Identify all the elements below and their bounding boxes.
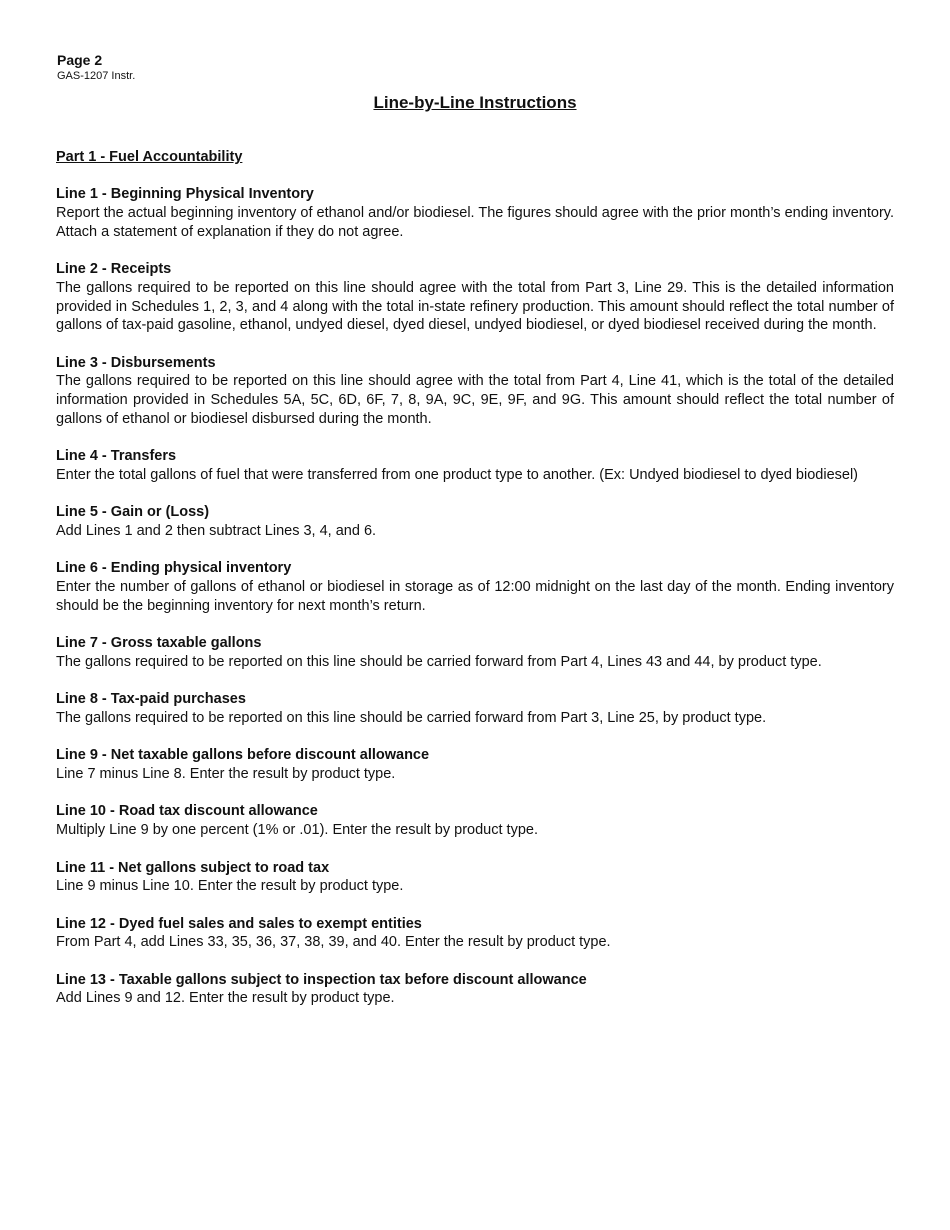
line-12-heading: Line 12 - Dyed fuel sales and sales to exempt entities <box>56 915 422 932</box>
line-6-body: Enter the number of gallons of ethanol or biodiesel in storage as of 12:00 midnight on the last day of the month. Ending inventory should be the beginning inventory for next month’s return. <box>56 579 894 614</box>
line-8-heading: Line 8 - Tax-paid purchases <box>56 691 246 708</box>
line-4-body: Enter the total gallons of fuel that were transferred from one product type to another. (Ex: Undyed biodiesel to dyed biodiesel) <box>56 466 858 483</box>
line-1-section <box>56 185 894 241</box>
line-4-section <box>56 447 894 484</box>
line-8-body: The gallons required to be reported on this line should be carried forward from Part 3, Line 25, by product type. <box>56 709 767 726</box>
line-12-section <box>56 915 894 952</box>
line-9-body: Line 7 minus Line 8. Enter the result by product type. <box>56 766 396 783</box>
line-5-body: Add Lines 1 and 2 then subtract Lines 3, 4, and 6. <box>56 522 377 539</box>
line-11-heading: Line 11 - Net gallons subject to road tax <box>56 859 330 876</box>
line-11-body: Line 9 minus Line 10. Enter the result by product type. <box>56 878 404 895</box>
line-5-heading: Line 5 - Gain or (Loss) <box>56 504 210 521</box>
line-13-heading: Line 13 - Taxable gallons subject to inspection tax before discount allowance <box>56 971 587 988</box>
line-6-section <box>56 559 894 615</box>
line-10-body: Multiply Line 9 by one percent (1% or .01). Enter the result by product type. <box>56 822 538 839</box>
page-label: Page 2 <box>57 52 103 68</box>
line-9-section <box>56 746 894 783</box>
line-2-section <box>56 260 894 335</box>
line-2-heading: Line 2 - Receipts <box>56 261 172 278</box>
line-4-heading: Line 4 - Transfers <box>56 448 177 465</box>
line-7-body: The gallons required to be reported on this line should be carried forward from Part 4, Lines 43 and 44, by product type. <box>56 653 822 670</box>
line-2-body: The gallons required to be reported on this line should agree with the total from Part 3, Line 29. This is the detailed information provided in Schedules 1, 2, 3, and 4 along with the total in-state refinery production. This amount should reflect the total number of gallons of tax-paid gasoline, ethanol, undyed diesel, dyed diesel, undyed biodiesel, or dyed biodiesel received during the month. <box>56 279 894 334</box>
line-7-section <box>56 634 894 671</box>
line-7-heading: Line 7 - Gross taxable gallons <box>56 635 262 652</box>
form-id: GAS-1207 Instr. <box>57 70 136 82</box>
page-title: Line-by-Line Instructions <box>373 93 577 112</box>
line-10-section <box>56 802 894 839</box>
line-1-body: Report the actual beginning inventory of ethanol and/or biodiesel. The figures should agree with the prior month’s ending inventory. Attach a statement of explanation if they do not agree. <box>56 205 894 240</box>
instructions-content <box>56 148 894 1027</box>
line-13-section <box>56 971 894 1008</box>
line-3-section <box>56 354 894 429</box>
line-8-section <box>56 690 894 727</box>
line-9-heading: Line 9 - Net taxable gallons before discount allowance <box>56 747 430 764</box>
line-13-body: Add Lines 9 and 12. Enter the result by product type. <box>56 990 395 1007</box>
line-3-heading: Line 3 - Disbursements <box>56 354 216 371</box>
line-11-section <box>56 859 894 896</box>
line-12-body: From Part 4, add Lines 33, 35, 36, 37, 38, 39, and 40. Enter the result by product type. <box>56 934 611 951</box>
line-10-heading: Line 10 - Road tax discount allowance <box>56 803 318 820</box>
part-1-heading: Part 1 - Fuel Accountability <box>56 149 243 165</box>
line-5-section <box>56 503 894 540</box>
line-3-body: The gallons required to be reported on this line should agree with the total from Part 4, Line 41, which is the total of the detailed information provided in Schedules 5A, 5C, 6D, 6F, 7, 8, 9A, 9C, 9E, 9F, and 9G. This amount should reflect the total number of gallons of ethanol or biodiesel disbursed during the month. <box>56 373 894 427</box>
line-1-heading: Line 1 - Beginning Physical Inventory <box>56 186 314 203</box>
line-6-heading: Line 6 - Ending physical inventory <box>56 560 292 577</box>
